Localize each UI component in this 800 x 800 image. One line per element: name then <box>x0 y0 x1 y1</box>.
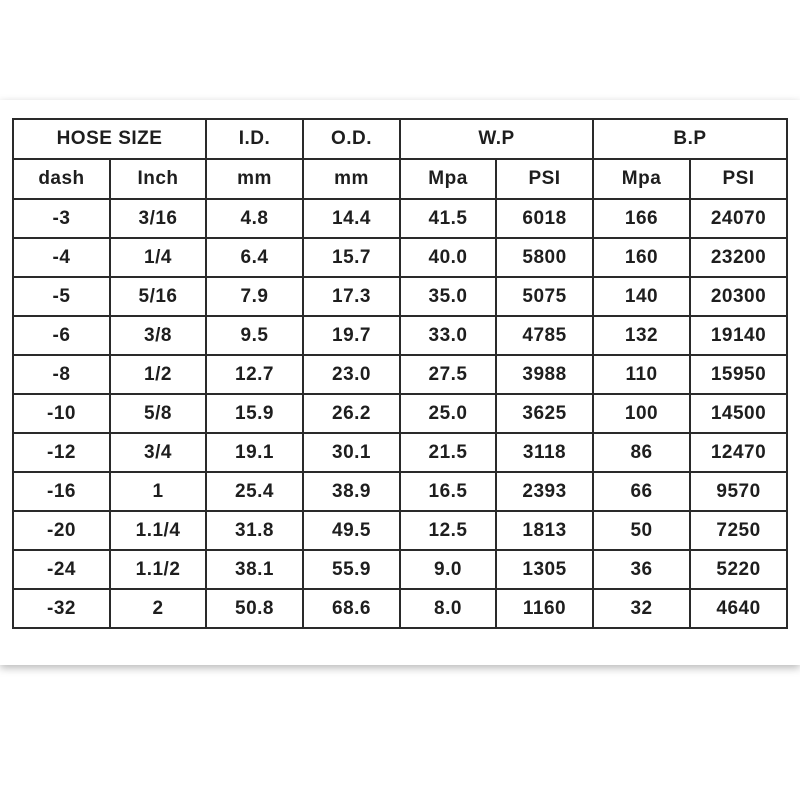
header-row-primary <box>13 119 787 159</box>
cell-dash: -16 <box>13 472 110 511</box>
cell-id-mm: 9.5 <box>206 316 303 355</box>
cell-id-mm: 15.9 <box>206 394 303 433</box>
cell-inch: 5/8 <box>110 394 206 433</box>
table-row <box>13 511 787 550</box>
cell-wp-psi: 1813 <box>496 511 593 550</box>
cell-od-mm: 55.9 <box>303 550 400 589</box>
cell-bp-psi: 12470 <box>690 433 787 472</box>
cell-bp-psi: 9570 <box>690 472 787 511</box>
unit-bp-psi: PSI <box>690 159 787 199</box>
cell-dash: -8 <box>13 355 110 394</box>
table-row <box>13 589 787 628</box>
cell-wp-mpa: 27.5 <box>400 355 496 394</box>
header-hose-size: HOSE SIZE <box>13 119 206 159</box>
cell-bp-mpa: 50 <box>593 511 690 550</box>
cell-bp-psi: 4640 <box>690 589 787 628</box>
cell-od-mm: 17.3 <box>303 277 400 316</box>
cell-wp-psi: 6018 <box>496 199 593 238</box>
table-row <box>13 316 787 355</box>
cell-inch: 1.1/4 <box>110 511 206 550</box>
cell-wp-mpa: 35.0 <box>400 277 496 316</box>
unit-id-mm: mm <box>206 159 303 199</box>
unit-dash: dash <box>13 159 110 199</box>
table-row <box>13 394 787 433</box>
header-burst-pressure: B.P <box>593 119 787 159</box>
cell-bp-mpa: 110 <box>593 355 690 394</box>
cell-inch: 3/8 <box>110 316 206 355</box>
unit-wp-mpa: Mpa <box>400 159 496 199</box>
cell-wp-psi: 3988 <box>496 355 593 394</box>
table-row <box>13 199 787 238</box>
cell-dash: -5 <box>13 277 110 316</box>
cell-bp-mpa: 140 <box>593 277 690 316</box>
cell-bp-mpa: 66 <box>593 472 690 511</box>
cell-id-mm: 6.4 <box>206 238 303 277</box>
cell-wp-psi: 5075 <box>496 277 593 316</box>
cell-inch: 5/16 <box>110 277 206 316</box>
cell-id-mm: 50.8 <box>206 589 303 628</box>
unit-bp-mpa: Mpa <box>593 159 690 199</box>
cell-od-mm: 68.6 <box>303 589 400 628</box>
cell-bp-mpa: 166 <box>593 199 690 238</box>
cell-dash: -6 <box>13 316 110 355</box>
cell-bp-mpa: 100 <box>593 394 690 433</box>
cell-bp-mpa: 160 <box>593 238 690 277</box>
header-working-pressure: W.P <box>400 119 593 159</box>
cell-dash: -3 <box>13 199 110 238</box>
cell-wp-mpa: 41.5 <box>400 199 496 238</box>
table-row <box>13 238 787 277</box>
cell-inch: 1.1/2 <box>110 550 206 589</box>
cell-od-mm: 49.5 <box>303 511 400 550</box>
cell-od-mm: 15.7 <box>303 238 400 277</box>
cell-bp-psi: 24070 <box>690 199 787 238</box>
cell-dash: -4 <box>13 238 110 277</box>
table-row <box>13 472 787 511</box>
header-inner-diameter: I.D. <box>206 119 303 159</box>
cell-inch: 2 <box>110 589 206 628</box>
cell-wp-psi: 2393 <box>496 472 593 511</box>
cell-wp-psi: 1160 <box>496 589 593 628</box>
cell-bp-psi: 19140 <box>690 316 787 355</box>
cell-bp-mpa: 32 <box>593 589 690 628</box>
cell-bp-psi: 7250 <box>690 511 787 550</box>
cell-dash: -10 <box>13 394 110 433</box>
cell-wp-mpa: 12.5 <box>400 511 496 550</box>
cell-wp-psi: 4785 <box>496 316 593 355</box>
cell-od-mm: 14.4 <box>303 199 400 238</box>
unit-inch: Inch <box>110 159 206 199</box>
hose-spec-table <box>12 118 788 629</box>
cell-od-mm: 23.0 <box>303 355 400 394</box>
cell-bp-psi: 5220 <box>690 550 787 589</box>
cell-bp-psi: 14500 <box>690 394 787 433</box>
cell-inch: 1/2 <box>110 355 206 394</box>
cell-wp-mpa: 9.0 <box>400 550 496 589</box>
cell-dash: -12 <box>13 433 110 472</box>
cell-bp-mpa: 36 <box>593 550 690 589</box>
table-row <box>13 550 787 589</box>
cell-wp-psi: 5800 <box>496 238 593 277</box>
cell-id-mm: 25.4 <box>206 472 303 511</box>
cell-id-mm: 7.9 <box>206 277 303 316</box>
cell-inch: 3/4 <box>110 433 206 472</box>
cell-wp-mpa: 8.0 <box>400 589 496 628</box>
cell-id-mm: 12.7 <box>206 355 303 394</box>
unit-wp-psi: PSI <box>496 159 593 199</box>
cell-inch: 3/16 <box>110 199 206 238</box>
unit-od-mm: mm <box>303 159 400 199</box>
cell-wp-mpa: 33.0 <box>400 316 496 355</box>
header-row-units <box>13 159 787 199</box>
cell-bp-psi: 15950 <box>690 355 787 394</box>
cell-bp-mpa: 132 <box>593 316 690 355</box>
cell-wp-psi: 3625 <box>496 394 593 433</box>
cell-id-mm: 31.8 <box>206 511 303 550</box>
cell-bp-psi: 20300 <box>690 277 787 316</box>
table-row <box>13 277 787 316</box>
cell-od-mm: 26.2 <box>303 394 400 433</box>
cell-inch: 1/4 <box>110 238 206 277</box>
cell-wp-mpa: 25.0 <box>400 394 496 433</box>
cell-wp-psi: 1305 <box>496 550 593 589</box>
cell-dash: -20 <box>13 511 110 550</box>
cell-od-mm: 19.7 <box>303 316 400 355</box>
table-row <box>13 433 787 472</box>
cell-wp-mpa: 40.0 <box>400 238 496 277</box>
cell-id-mm: 19.1 <box>206 433 303 472</box>
cell-inch: 1 <box>110 472 206 511</box>
cell-od-mm: 30.1 <box>303 433 400 472</box>
cell-dash: -24 <box>13 550 110 589</box>
cell-bp-mpa: 86 <box>593 433 690 472</box>
cell-wp-mpa: 16.5 <box>400 472 496 511</box>
cell-dash: -32 <box>13 589 110 628</box>
cell-wp-mpa: 21.5 <box>400 433 496 472</box>
cell-od-mm: 38.9 <box>303 472 400 511</box>
cell-bp-psi: 23200 <box>690 238 787 277</box>
cell-wp-psi: 3118 <box>496 433 593 472</box>
cell-id-mm: 38.1 <box>206 550 303 589</box>
table-row <box>13 355 787 394</box>
header-outer-diameter: O.D. <box>303 119 400 159</box>
cell-id-mm: 4.8 <box>206 199 303 238</box>
